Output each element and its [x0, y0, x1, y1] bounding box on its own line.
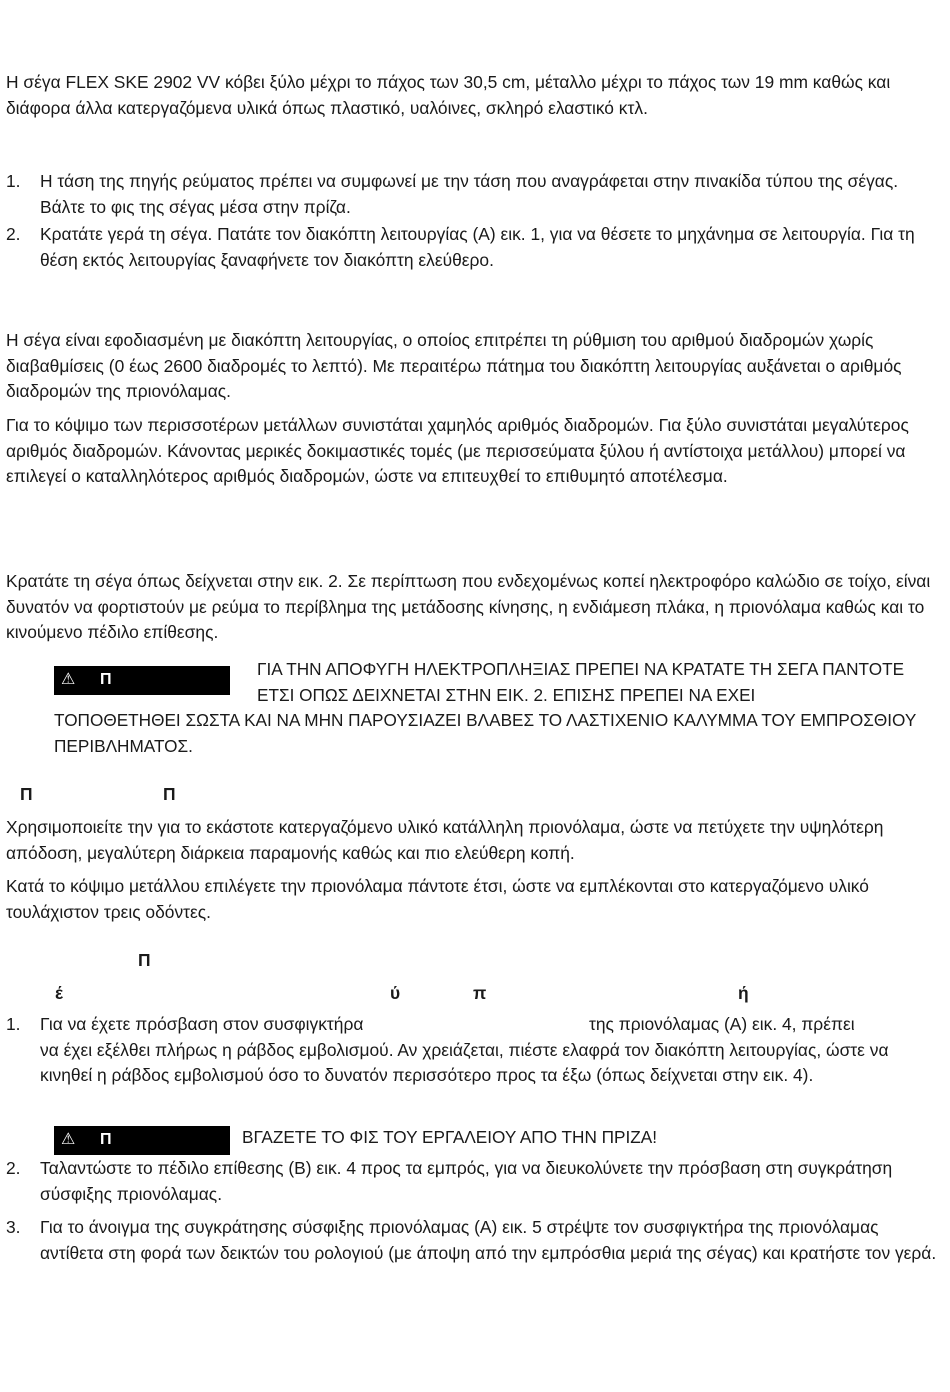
warning-text-continued: ΤΟΠΟΘΕΤΗΘΕΙ ΣΩΣΤΑ ΚΑΙ ΝΑ ΜΗΝ ΠΑΡΟΥΣΙΑΖΕΙ ΒΛΑΒΕΣ ΤΟ ΛΑΣΤΙΧΕΝΙΟ ΚΑΛΥΜΜΑ ΤΟΥ ΕΜΠΡΟΣΘΙΟΥ ΠΕΡΙΒΛΗΜΑΤΟΣ. [54, 710, 916, 756]
change-step-3 [6, 1215, 938, 1266]
step-text: Ταλαντώστε το πέδιλο επίθεσης (B) εικ. 4 προς τα εμπρός, για να διευκολύνετε την πρόσβαση στη συγκράτηση σύσφιξης πριονόλαμας. [40, 1158, 893, 1204]
section-heading-glyph: Π [138, 950, 151, 970]
step-text: Κρατάτε γερά τη σέγα. Πατάτε τον διακόπτη λειτουργίας (A) εικ. 1, για να θέσετε το μηχάνημα σε λειτουργία. Για τη θέση εκτός λειτουργίας ξαναφήνετε τον διακόπτη ελεύθερο. [40, 224, 915, 270]
warning-triangle-icon: ⚠ [61, 671, 76, 688]
holding-paragraph: Κρατάτε τη σέγα όπως δείχνεται στην εικ. 2. Σε περίπτωση που ενδεχομένως κοπεί ηλεκτροφόρο καλώδιο σε τοίχο, είναι δυνατόν να φορτιστούν με ρεύμα το περίβλημα της μετάδοσης κίνησης, η ενδιάμεση πλάκα, η πριονόλαμα καθώς και το κινούμενο πέδιλο επίθεσης. [6, 571, 931, 643]
speed-paragraph-2: Για το κόψιμο των περισσοτέρων μετάλλων συνιστάται χαμηλός αριθμός διαδρομών. Για ξύλο συνιστάται μεγαλύτερος αριθμός διαδρομών. Κάνοντας μερικές δοκιμαστικές τομές (με περισσεύματα ξύλου ή αντίστοιχα μετάλλου) μπορεί να επιλεγεί ο καταλληλότερος αριθμός διαδρομών, ώστε να επιτευχθεί το επιθυμητό αποτέλεσμα. [6, 415, 909, 487]
warning-bar [54, 1126, 230, 1155]
change-step-2 [6, 1156, 938, 1207]
step-text-part-b: της πριονόλαμας (A) εικ. 4, πρέπει [589, 1014, 855, 1034]
step-text-part-a: Για να έχετε πρόσβαση στον συσφιγκτήρα [40, 1014, 364, 1034]
section-heading-glyph: Π [20, 784, 33, 804]
warning-label: Π [100, 1131, 112, 1148]
step-text: Η τάση της πηγής ρεύματος πρέπει να συμφωνεί με την τάση που αναγράφεται στην πινακίδα τύπου της σέγας. Βάλτε το φις της σέγας μέσα στην πρίζα. [40, 171, 899, 217]
section-heading-glyph: Π [163, 784, 176, 804]
step-number: 3. [6, 1217, 21, 1237]
warning-text: ΓΙΑ ΤΗΝ ΑΠΟΦΥΓΗ ΗΛΕΚΤΡΟΠΛΗΞΙΑΣ ΠΡΕΠΕΙ ΝΑ ΚΡΑΤΑΤΕ ΤΗ ΣΕΓΑ ΠΑΝΤΟΤΕ ΕΤΣΙ ΟΠΩΣ ΔΕΙΧΝΕΤΑΙ ΣΤΗΝ ΕΙΚ. 2. ΕΠΙΣΗΣ ΠΡΕΠΕΙ ΝΑ ΕΧΕΙ [257, 659, 905, 705]
warning-bar [54, 666, 230, 695]
warning-label: Π [100, 671, 112, 688]
section-heading-glyph: ή [738, 983, 749, 1003]
warning-text: ΒΓΑΖΕΤΕ ΤΟ ΦΙΣ ΤΟΥ ΕΡΓΑΛΕΙΟΥ ΑΠΟ ΤΗΝ ΠΡΙΖΑ! [242, 1127, 658, 1147]
speed-paragraph-1: Η σέγα είναι εφοδιασμένη με διακόπτη λειτουργίας, ο οποίος επιτρέπει τη ρύθμιση του αριθμού διαδρομών χωρίς διαβαθμίσεις (0 έως 2600 διαδρομές το λεπτό). Με περαιτέρω πάτημα του διακόπτη λειτουργίας αυξάνεται ο αριθμός διαδρομών της πριονόλαμας. [6, 330, 902, 402]
blades-paragraph-1: Χρησιμοποιείτε την για το εκάστοτε κατεργαζόμενο υλικό κατάλληλη πριονόλαμα, ώστε να πετύχετε την υψηλότερη απόδοση, μεγαλύτερη διάρκεια παραμονής καθώς και πιο ελεύθερη κοπή. [6, 817, 884, 863]
step-text: Για το άνοιγμα της συγκράτησης σύσφιξης πριονόλαμας (A) εικ. 5 στρέψτε τον συσφιγκτήρα της πριονόλαμας αντίθετα στη φορά των δεικτών του ρολογιού (με άποψη από την εμπρόσθια μεριά της σέγας) και κρατήστε τον γερά. [40, 1217, 937, 1263]
step-number: 2. [6, 1158, 21, 1178]
change-step-1 [6, 1012, 938, 1089]
step-number: 1. [6, 1014, 21, 1034]
section-heading-glyph: ύ [390, 983, 401, 1003]
section-heading-glyph: π [473, 983, 487, 1003]
step-number: 2. [6, 224, 21, 244]
operation-step-1 [6, 169, 938, 220]
step-text: να έχει εξέλθει πλήρως η ράβδος εμβολισμού. Αν χρειάζεται, πιέστε ελαφρά τον διακόπτη λειτουργίας, ώστε να κινηθεί η ράβδος εμβολισμού όσο το δυνατόν περισσότερο προς τα έξω (όπως δείχνεται στην εικ. 4). [40, 1039, 889, 1086]
warning-triangle-icon: ⚠ [61, 1131, 76, 1148]
blades-paragraph-2: Κατά το κόψιμο μετάλλου επιλέγετε την πριονόλαμα πάντοτε έτσι, ώστε να εμπλέκονται στο κατεργαζόμενο υλικό τουλάχιστον τρεις οδόντες. [6, 876, 869, 922]
operation-step-2 [6, 222, 938, 273]
section-heading-glyph: έ [55, 983, 63, 1003]
step-number: 1. [6, 171, 21, 191]
step-first-line [40, 1012, 938, 1038]
intro-paragraph: Η σέγα FLEX SKE 2902 VV κόβει ξύλο μέχρι το πάχος των 30,5 cm, μέταλλο μέχρι το πάχος των 19 mm καθώς και διάφορα άλλα κατεργαζόμενα υλικά όπως πλαστικό, υαλόινες, σκληρό ελαστικό κτλ. [6, 72, 891, 118]
